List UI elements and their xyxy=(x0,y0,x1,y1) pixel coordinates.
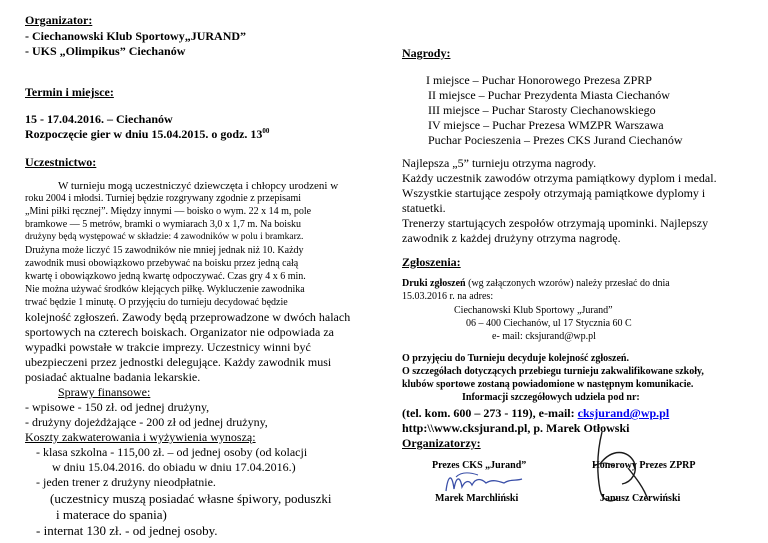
participation-line: kolejność zgłoszeń. Zawody będą przeprowadzone w dwóch halach xyxy=(25,310,351,324)
entries-bold: Druki zgłoszeń xyxy=(402,278,466,289)
handwritten-signature-1 xyxy=(442,465,532,499)
start-line-sup: 00 xyxy=(262,127,270,135)
prize-item: Puchar Pocieszenia – Prezes CKS Jurand Ciechanów xyxy=(428,133,683,147)
finance-line: Koszty zakwaterowania i wyżywienia wynoszą: xyxy=(25,430,256,444)
notice-line: Informacji szczegółowych udziela pod nr: xyxy=(462,392,640,403)
participation-line: W turnieju mogą uczestniczyć dziewczęta i chłopcy urodzeni w xyxy=(58,180,339,192)
prizes-heading: Nagrody: xyxy=(402,46,451,60)
awards-line: zawodnik z każdej drużyny otrzyma nagrodę. xyxy=(402,231,621,245)
participation-line: wypadki powstałe w trakcie imprezy. Uczestnicy winni być xyxy=(25,340,311,354)
participation-line: zawodnik musi obowiązkowo przebywać na boisku przez jedną całą xyxy=(25,258,299,269)
organizer-line-1: - Ciechanowski Klub Sportowy„JURAND” xyxy=(25,29,247,43)
organizer-heading: Organizator: xyxy=(25,13,93,27)
address-line: 06 – 400 Ciechanów, ul 17 Stycznia 60 C xyxy=(466,318,632,329)
finance-line: - drużyny dojeżdżające - 200 zł od jednej drużyny, xyxy=(25,415,268,429)
notice-line: O szczegółach dotyczących przebiegu turnieju zakwalifikowane szkoły, xyxy=(402,366,704,377)
finance-line: - klasa szkolna - 115,00 zł. – od jednej osoby (od kolacji xyxy=(36,445,308,459)
participation-line: kwartę i obowiązkowo jedną kwartę odpoczywać. Czas gry 4 x 6 min. xyxy=(25,271,306,282)
notice-line: O przyjęciu do Turnieju decyduje kolejność zgłoszeń. xyxy=(402,353,629,364)
participation-line: Drużyna może liczyć 15 zawodników nie mniej jednak niż 10. Każdy xyxy=(25,245,304,256)
handwritten-signature-2 xyxy=(588,428,668,508)
entries-line-1 xyxy=(402,279,670,289)
term-heading: Termin i miejsce: xyxy=(25,85,114,99)
awards-line: Trenerzy startujących zespołów otrzymają upominki. Najlepszy xyxy=(402,216,709,230)
awards-line: Wszystkie startujące zespoły otrzymają pamiątkowe dyplomy i xyxy=(402,186,706,200)
finance-line: - internat 130 zł. - od jednej osoby. xyxy=(36,523,218,538)
participation-line: ubezpieczeni przez jednostki delegujące. Każdy zawodnik musi xyxy=(25,355,332,369)
finance-line: - jeden trener z drużyny nieodpłatnie. xyxy=(36,475,216,489)
signature-2-name: Janusz Czerwiński xyxy=(600,493,681,504)
contact-line-1 xyxy=(402,407,669,419)
participation-line: roku 2004 i młodsi. Turniej będzie rozgrywany zgodnie z przepisami xyxy=(25,193,302,204)
finance-line: i materace do spania) xyxy=(56,507,167,522)
notice-line: klubów sportowe zostaną powiadomione w następnym komunikacie. xyxy=(402,379,694,390)
participation-line: bramkowe — 5 metrów, bramki o wymiarach 3,0 x 1,7 m. Na boisku xyxy=(25,219,301,230)
finance-line: - wpisowe - 150 zł. od jednej drużyny, xyxy=(25,400,210,414)
contact-phone: (tel. kom. 600 – 273 - 119), e-mail: xyxy=(402,406,578,420)
finance-heading: Sprawy finansowe: xyxy=(58,385,151,399)
participation-line: sportowych na czterech boiskach. Organizator nie odpowiada za xyxy=(25,325,334,339)
finance-line: w dniu 15.04.2016. do obiadu w dniu 17.04.2016.) xyxy=(52,460,296,474)
address-line: Ciechanowski Klub Sportowy „Jurand” xyxy=(454,305,613,316)
contact-line-2: http:\\www.cksjurand.pl, p. Marek Otłowski xyxy=(402,421,630,435)
finance-line: (uczestnicy muszą posiadać własne śpiwory, poduszki xyxy=(50,491,332,506)
signature-1-title: Prezes CKS „Jurand” xyxy=(432,460,527,471)
participation-line: „Mini piłki ręcznej”. Między innymi — boisko o wym. 22 x 14 m, pole xyxy=(25,206,312,217)
prize-item: III miejsce – Puchar Starosty Ciechanowskiego xyxy=(428,103,656,117)
start-line-text: Rozpoczęcie gier w dniu 15.04.2015. o godz. 13 xyxy=(25,127,263,141)
organizer-line-2: - UKS „Olimpikus” Ciechanów xyxy=(25,44,186,58)
prize-item: I miejsce – Puchar Honorowego Prezesa ZPRP xyxy=(426,73,652,87)
organizers-heading: Organizatorzy: xyxy=(402,436,481,450)
date-line: 15 - 17.04.2016. – Ciechanów xyxy=(25,112,173,126)
participation-line: drużyny będą występować w składzie: 4 zawodników w polu i bramkarz. xyxy=(25,232,304,242)
signature-2-title: Honorowy Prezes ZPRP xyxy=(592,460,696,471)
participation-line: trwać będzie 1 minutę. O przyjęciu do turnieju decydować będzie xyxy=(25,297,288,308)
participation-line: posiadać aktualne badania lekarskie. xyxy=(25,370,201,384)
prize-item: II miejsce – Puchar Prezydenta Miasta Ciechanów xyxy=(428,88,670,102)
participation-line: Nie można używać środków klejących piłkę. Wykluczenie zawodnika xyxy=(25,284,305,295)
entries-rest: (wg załączonych wzorów) należy przesłać do dnia xyxy=(465,278,670,289)
prize-item: IV miejsce – Puchar Prezesa WMZPR Warszawa xyxy=(428,118,664,132)
contact-email-link[interactable]: cksjurand@wp.pl xyxy=(577,406,670,420)
participation-heading: Uczestnictwo: xyxy=(25,155,97,169)
entries-line-2: 15.03.2016 r. na adres: xyxy=(402,291,494,302)
awards-line: Każdy uczestnik zawodów otrzyma pamiątkowy dyplom i medal. xyxy=(402,171,717,185)
start-line xyxy=(25,128,269,140)
address-line: e- mail: cksjurand@wp.pl xyxy=(492,331,596,342)
awards-line: statuetki. xyxy=(402,201,446,215)
signature-1-name: Marek Marchliński xyxy=(435,493,519,504)
awards-line: Najlepsza „5” turnieju otrzyma nagrody. xyxy=(402,156,597,170)
entries-heading: Zgłoszenia: xyxy=(402,255,461,269)
